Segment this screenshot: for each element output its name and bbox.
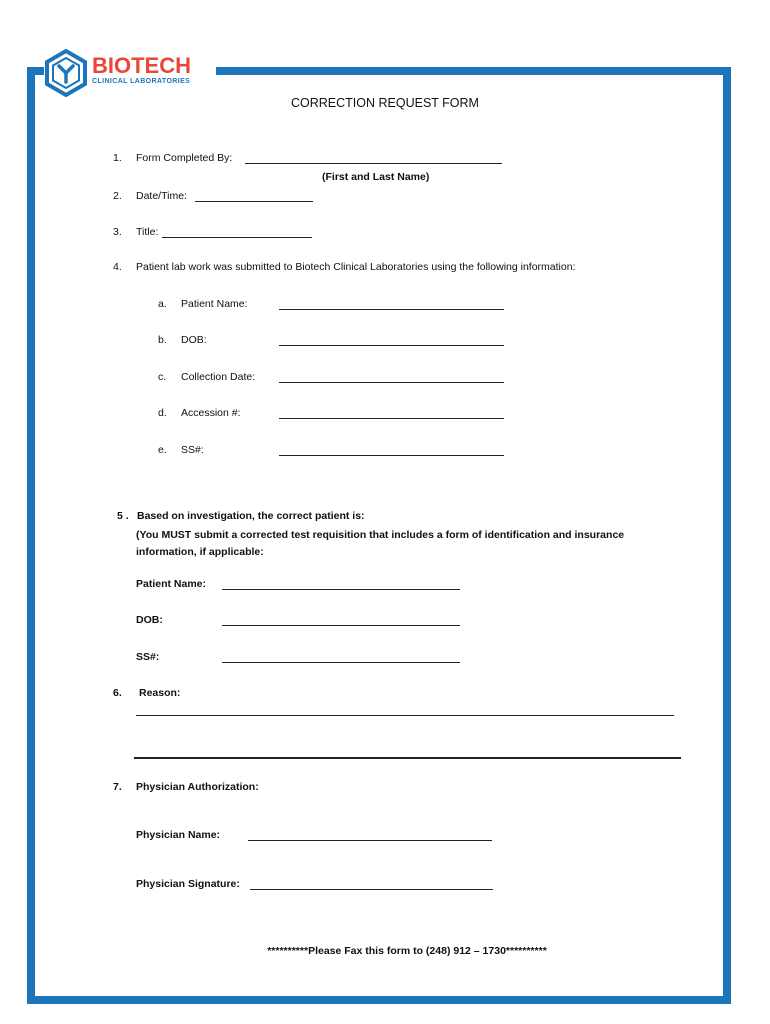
q5-number: 5 . [117,510,129,522]
q3-number: 3. [113,226,122,238]
q4-item-letter: a. [158,298,167,310]
physician-name-label: Physician Name: [136,829,221,841]
q4-item-letter: b. [158,334,167,346]
q5-field-label: SS#: [136,651,160,663]
q5-patient-name-line[interactable] [222,589,460,590]
q3-label: Title: [136,226,159,238]
q6-label: Reason: [139,687,181,699]
q7-label: Physician Authorization: [136,781,259,793]
q4-item-label: Collection Date: [181,371,256,383]
q5-note-line-1: (You MUST submit a corrected test requisition that includes a form of identification and insurance [136,529,625,541]
q5-label: Based on investigation, the correct patient is: [137,510,365,522]
q4-item-label: Patient Name: [181,298,248,310]
reason-line-2[interactable] [134,757,681,759]
q2-input-line[interactable] [195,201,313,202]
fax-instructions: **********Please Fax this form to (248) 912 – 1730********** [267,945,547,957]
q4-label: Patient lab work was submitted to Biotech Clinical Laboratories using the following information: [136,261,576,273]
q4-item-letter: d. [158,407,167,419]
q4-item-letter: e. [158,444,167,456]
q4-dob-line[interactable] [279,345,504,346]
form-title: CORRECTION REQUEST FORM [291,96,479,110]
q5-note-line-2: information, if applicable: [136,546,264,558]
physician-signature-line[interactable] [250,889,493,890]
q4-item-label: SS#: [181,444,204,456]
q4-patient-name-line[interactable] [279,309,504,310]
physician-signature-label: Physician Signature: [136,878,240,890]
q3-input-line[interactable] [162,237,312,238]
q4-item-label: DOB: [181,334,207,346]
physician-name-line[interactable] [248,840,492,841]
logo-subtitle: CLINICAL LABORATORIES [92,78,191,85]
q5-field-label: DOB: [136,614,163,626]
q4-collection-date-line[interactable] [279,382,504,383]
q2-label: Date/Time: [136,190,187,202]
q1-input-line[interactable] [245,163,502,164]
q4-ssn-line[interactable] [279,455,504,456]
logo-wordmark: BIOTECH [92,53,191,78]
q4-number: 4. [113,261,122,273]
q7-number: 7. [113,781,122,793]
q4-item-label: Accession #: [181,407,241,419]
q5-ssn-line[interactable] [222,662,460,663]
reason-line-1[interactable] [136,715,674,716]
q5-dob-line[interactable] [222,625,460,626]
q2-number: 2. [113,190,122,202]
q1-number: 1. [113,152,122,164]
biotech-logo [44,49,216,97]
q1-note: (First and Last Name) [322,171,430,183]
q6-number: 6. [113,687,122,699]
hexagon-logo-icon [44,49,88,97]
q4-item-letter: c. [158,371,167,383]
q1-label: Form Completed By: [136,152,236,164]
q5-field-label: Patient Name: [136,578,207,590]
q4-accession-line[interactable] [279,418,504,419]
